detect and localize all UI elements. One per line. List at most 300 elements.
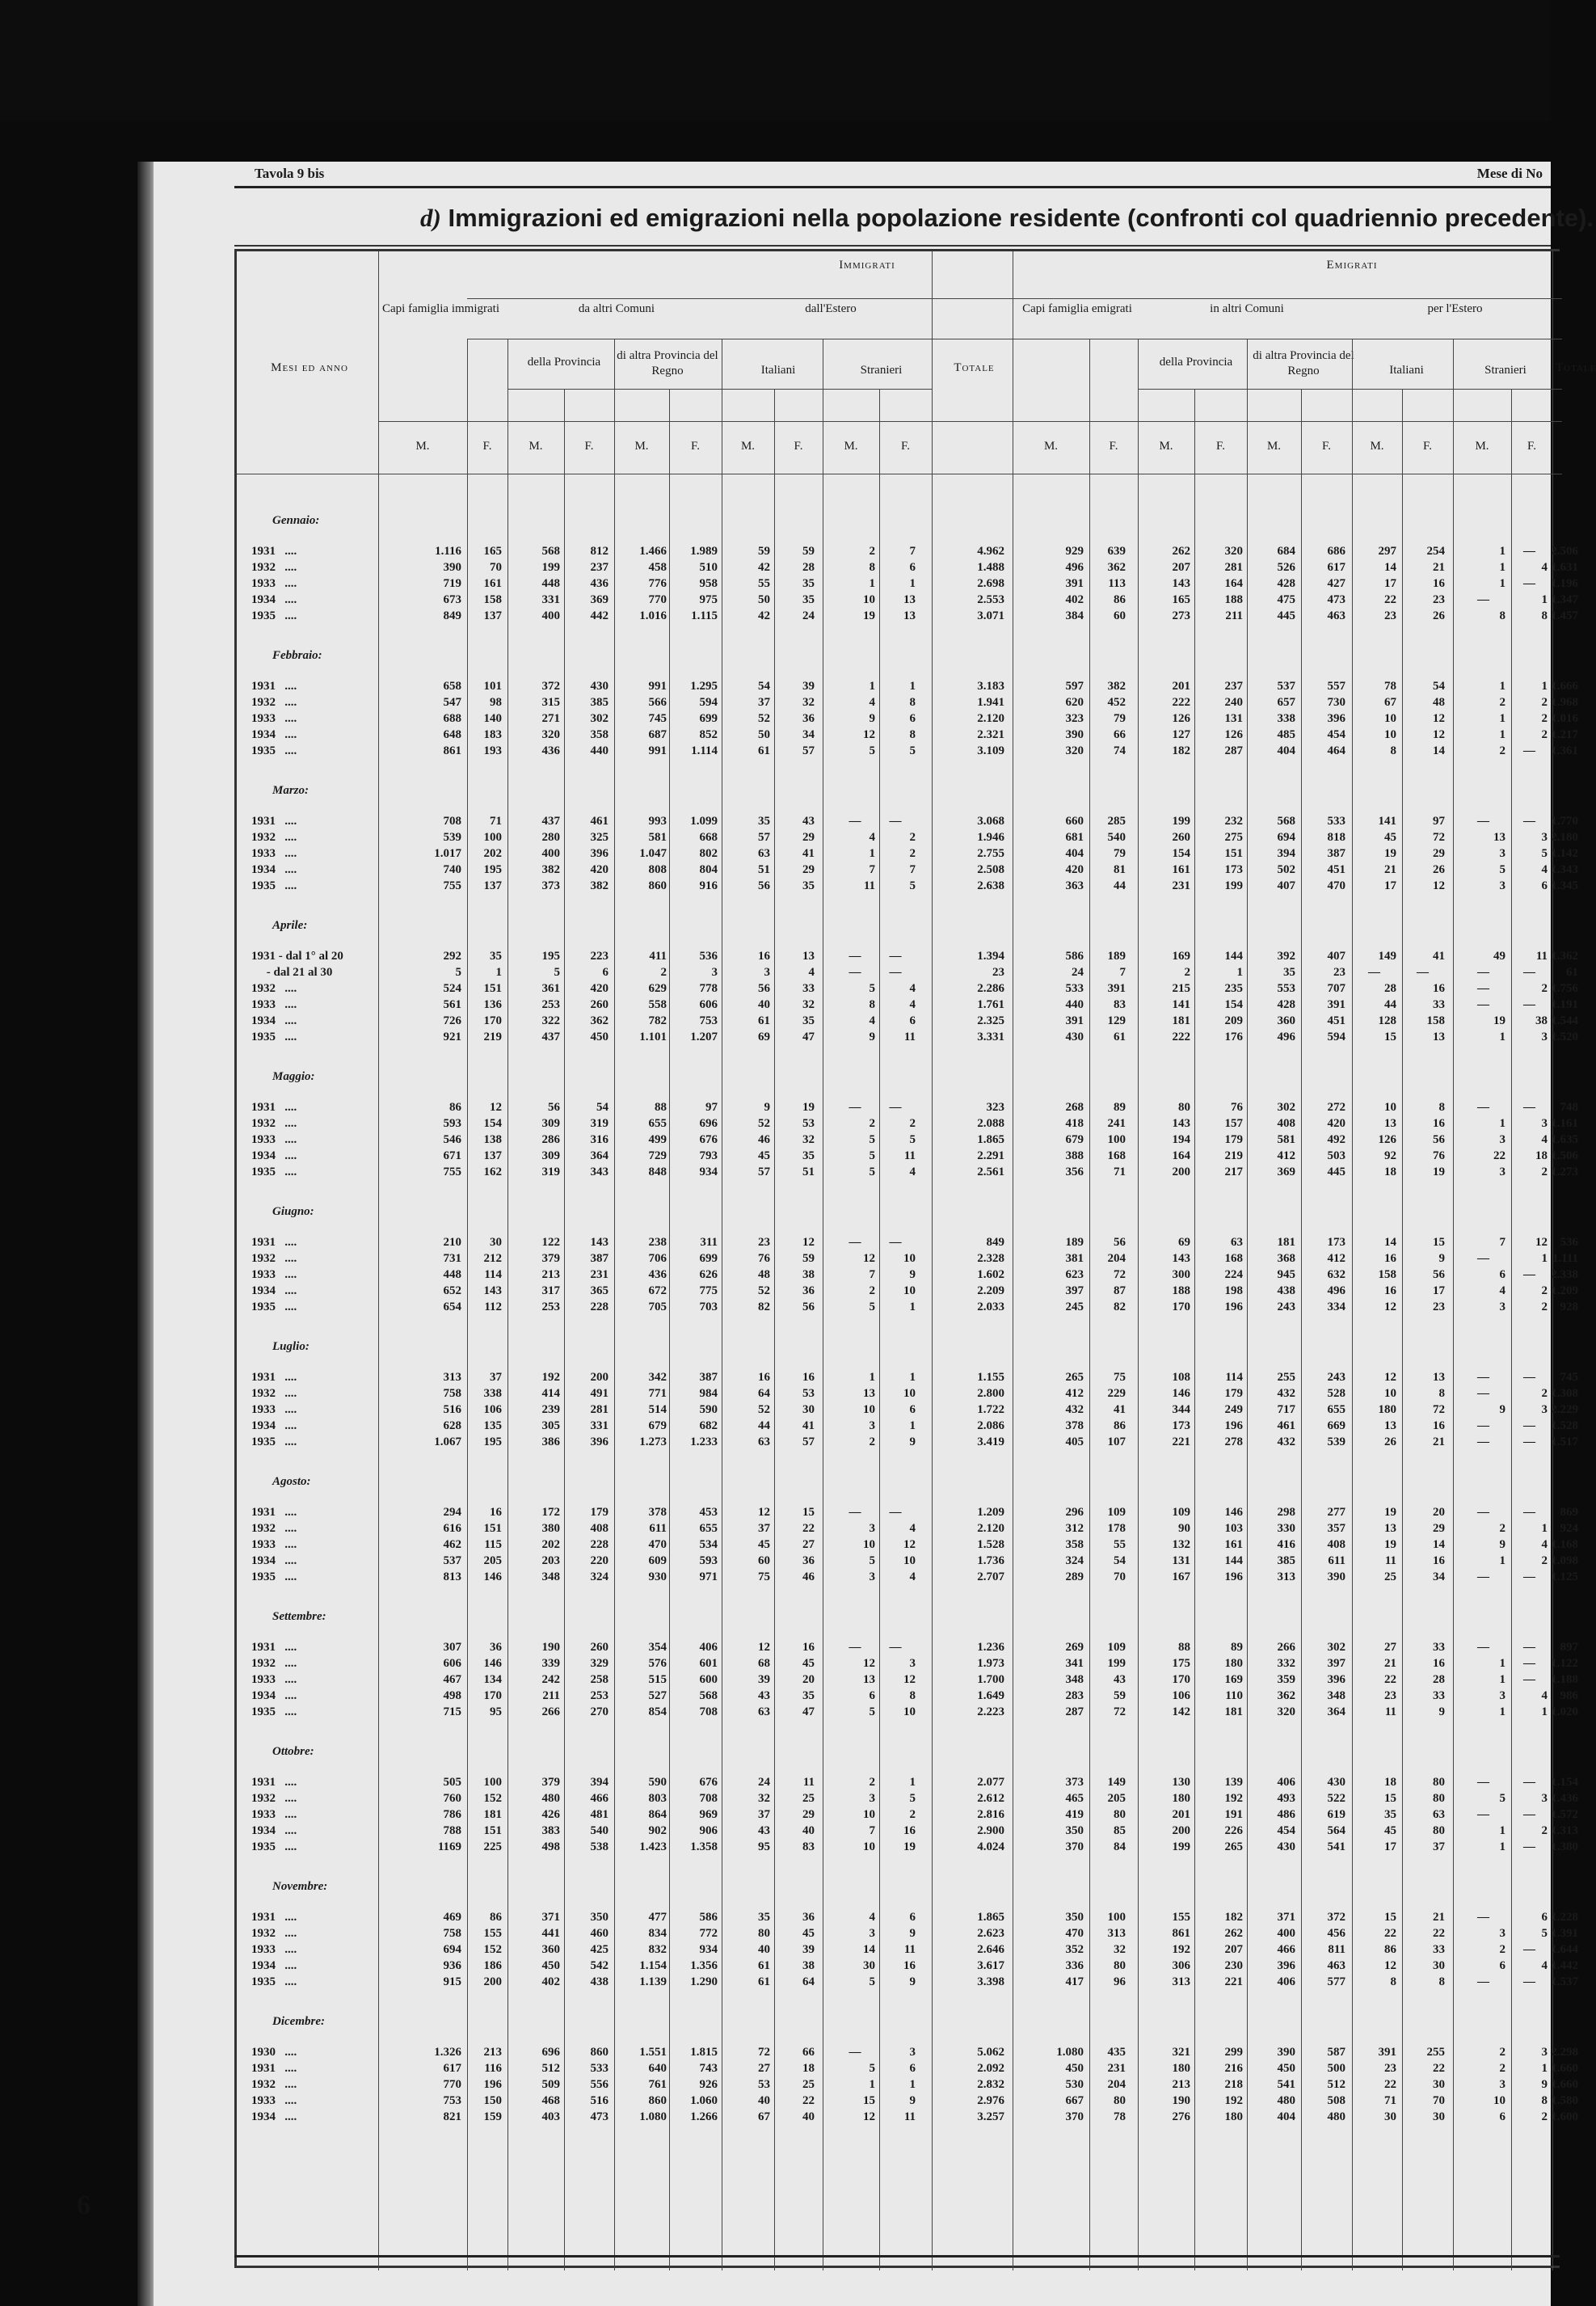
table-cell: 173 [1224,863,1243,876]
table-cell: — [889,1641,902,1654]
table-cell: 1 [1499,728,1505,741]
table-cell: 430 [1277,1840,1295,1853]
table-cell: 1.111 [1552,1252,1578,1265]
table-cell: 1.644 [1551,1943,1578,1956]
table-cell: 63 [1433,1808,1445,1821]
table-cell: 12 [903,1538,916,1551]
table-cell: 225 [483,1840,502,1853]
table-cell: 192 [541,1371,560,1384]
table-cell: 527 [648,1689,667,1702]
table-cell: 522 [1327,1792,1345,1805]
table-cell: 25 [1384,1570,1396,1583]
table-cell: 4 [909,1166,916,1178]
table-cell: 1.098 [1551,1554,1578,1567]
page-number: 6 [77,2190,91,2220]
table-cell: 586 [1065,950,1084,963]
table-cell: 13 [903,593,916,606]
table-cell: 969 [699,1808,718,1821]
table-cell: 945 [1277,1268,1295,1281]
table-cell: 128 [1378,1014,1396,1027]
table-cell: 390 [1327,1570,1345,1583]
table-cell: 59 [1114,1689,1126,1702]
table-cell: 146 [483,1657,502,1670]
table-cell: — [1477,1101,1489,1114]
table-cell: 770 [443,2078,461,2091]
table-cell: 541 [1327,1840,1345,1853]
table-cell: 2 [1184,966,1190,979]
row-label: 1934 .... [251,1824,297,1837]
table-cell: 426 [541,1808,560,1821]
table-cell: 2 [1499,1522,1505,1535]
col-head-sex: F. [1423,440,1432,453]
table-cell: 45 [758,1538,770,1551]
table-cell: 3 [1499,1301,1505,1313]
table-cell: 3 [1499,1133,1505,1146]
table-cell: 648 [443,728,461,741]
table-cell: 191 [1224,1808,1243,1821]
row-label: 1934 .... [251,1419,297,1432]
table-cell: 80 [1114,1959,1126,1972]
table-cell: 577 [1327,1975,1345,1988]
table-cell: 1.017 [434,847,461,860]
table-cell: 151 [483,982,502,995]
table-cell: 568 [1277,815,1295,828]
table-cell: 5 [909,744,916,757]
table-cell: 182 [1224,1911,1243,1924]
table-cell: 3.109 [977,744,1004,757]
table-cell: 852 [699,728,718,741]
table-cell: 706 [648,1252,667,1265]
table-cell: 655 [648,1117,667,1130]
table-cell: 654 [443,1301,461,1313]
table-cell: 461 [1277,1419,1295,1432]
table-cell: 271 [541,712,560,725]
table-cell: 100 [483,831,502,844]
table-cell: 2 [660,966,667,979]
table-cell: 703 [699,1301,718,1313]
table-cell: 144 [1224,1554,1243,1567]
table-cell: 285 [1107,815,1126,828]
table-cell: 2.180 [1551,831,1578,844]
month-heading: Marzo: [272,784,310,797]
table-cell: 15 [1384,1792,1396,1805]
table-cell: 182 [1172,744,1190,757]
table-cell: 1.020 [1551,1705,1578,1718]
table-cell: 541 [1277,2078,1295,2091]
table-cell: 821 [443,2110,461,2123]
table-cell: 56 [802,1301,815,1313]
table-cell: 396 [1327,712,1345,725]
table-cell: 175 [1172,1657,1190,1670]
table-cell: 2.088 [977,1117,1004,1130]
table-cell: 79 [1114,847,1126,860]
table-cell: 681 [1065,831,1084,844]
table-cell: 1.125 [1551,1570,1578,1583]
table-cell: — [1477,1776,1489,1789]
table-cell: 16 [1433,577,1445,590]
table-cell: 1.391 [1551,1927,1578,1940]
table-cell: 203 [541,1554,560,1567]
table-cell: 655 [699,1522,718,1535]
table-cell: 2.755 [977,847,1004,860]
table-cell: 2 [1541,1387,1548,1400]
table-cell: 292 [443,950,461,963]
table-cell: 9 [869,1031,875,1043]
table-cell: 406 [1277,1975,1295,1988]
table-cell: 493 [1277,1792,1295,1805]
table-cell: 289 [1065,1570,1084,1583]
table-cell: 10 [903,1387,916,1400]
table-cell: 516 [443,1403,461,1416]
table-cell: 2 [1499,1943,1505,1956]
table-cell: 341 [1065,1657,1084,1670]
table-cell: 137 [483,879,502,892]
table-cell: 533 [1065,982,1084,995]
table-cell: 1.660 [1551,2078,1578,2091]
table-cell: 682 [699,1419,718,1432]
table-cell: 708 [699,1792,718,1805]
col-head-stranieri-2: Stranieri [1484,364,1527,377]
table-cell: 581 [648,831,667,844]
table-row [237,1370,1578,1385]
table-cell: 134 [483,1673,502,1686]
table-cell: 1.602 [977,1268,1004,1281]
table-cell: — [1477,1387,1489,1400]
table-cell: — [1477,1570,1489,1583]
table-cell: 3 [1499,1689,1505,1702]
table-cell: 477 [648,1911,667,1924]
table-cell: 312 [1065,1522,1084,1535]
table-cell: 448 [443,1268,461,1281]
col-head-sex: F. [584,440,594,453]
table-cell: 440 [590,744,609,757]
table-cell: 1.423 [639,1840,667,1853]
table-cell: 195 [483,1435,502,1448]
table-row [237,1910,1578,1925]
table-cell: 1 [909,2078,916,2091]
table-cell: 748 [1560,1101,1578,1114]
table-cell: 2 [909,1808,916,1821]
table-cell: 23 [1433,1301,1445,1313]
table-cell: 906 [699,1824,718,1837]
table-cell: 19 [903,1840,916,1853]
table-cell: 860 [648,879,667,892]
table-cell: 278 [1224,1435,1243,1448]
month-heading: Giugno: [272,1205,314,1218]
table-cell: 2 [1541,696,1548,709]
table-cell: 1.551 [639,2046,667,2059]
table-cell: 199 [1107,1657,1126,1670]
table-cell: 70 [490,561,502,574]
table-cell: — [1523,1657,1535,1670]
table-cell: 270 [590,1705,609,1718]
table-cell: 673 [443,593,461,606]
table-cell: 5 [909,879,916,892]
table-cell: 2 [869,545,875,558]
table-cell: 1 [1541,1252,1548,1265]
table-cell: 362 [590,1014,609,1027]
table-cell: 2.707 [977,1570,1004,1583]
table-cell: 155 [1172,1911,1190,1924]
table-cell: 362 [1107,561,1126,574]
month-heading: Luglio: [272,1340,310,1353]
table-cell: — [1477,966,1489,979]
table-cell: 138 [483,1133,502,1146]
table-cell: 1.168 [1551,1538,1578,1551]
table-cell: 7 [909,863,916,876]
table-cell: 480 [1277,2094,1295,2107]
table-cell: 8 [869,998,875,1011]
table-cell: 35 [1283,966,1295,979]
table-cell: 46 [758,1133,770,1146]
table-cell: 218 [1224,2078,1243,2091]
table-cell: 262 [1172,545,1190,558]
table-cell: 72 [1114,1268,1126,1281]
table-cell: 1.122 [1551,1657,1578,1670]
table-cell: 10 [903,1705,916,1718]
table-row [237,965,1578,980]
table-row [237,727,1578,743]
table-cell: 902 [648,1824,667,1837]
table-cell: 2.092 [977,2062,1004,2075]
col-head-sex: M. [1370,440,1384,453]
table-cell: 179 [1224,1387,1243,1400]
col-head-sex: F. [1109,440,1118,453]
table-cell: 390 [443,561,461,574]
table-cell: 154 [483,1117,502,1130]
table-cell: 32 [802,696,815,709]
table-cell: 19 [863,609,875,622]
table-cell: — [1477,593,1489,606]
table-cell: 317 [541,1284,560,1297]
table-cell: 7 [869,863,875,876]
table-cell: 1.488 [977,561,1004,574]
table-cell: 43 [802,815,815,828]
table-cell: 445 [1277,609,1295,622]
document-page [154,162,1596,2306]
table-cell: 4 [1541,1133,1548,1146]
table-cell: 1 [909,1301,916,1313]
table-cell: 11 [903,1943,916,1956]
table-cell: 22 [1493,1149,1505,1162]
table-cell: 11 [802,1776,815,1789]
table-cell: 29 [1433,1522,1445,1535]
table-row [237,879,1578,894]
table-cell: 1 [1541,1705,1548,1718]
table-cell: 143 [590,1236,609,1249]
table-cell: 110 [1225,1689,1243,1702]
row-label: 1935 .... [251,1975,297,1988]
table-cell: 834 [648,1927,667,1940]
table-cell: 438 [1277,1284,1295,1297]
row-label: 1935 .... [251,1166,297,1178]
table-cell: 1.700 [977,1673,1004,1686]
table-cell: 546 [443,1133,461,1146]
table-cell: — [1477,1641,1489,1654]
title-text: Immigrazioni ed emigrazioni nella popolazione residente (confronti col quadriennio precedente). [448,204,1594,232]
table-cell: 1.528 [1551,1419,1578,1432]
row-label: 1933 .... [251,1133,297,1146]
col-head-mesi: Mesi ed anno [271,361,348,374]
table-cell: 986 [1560,1689,1578,1702]
table-cell: 22 [1384,2078,1396,2091]
table-cell: 61 [1566,966,1578,979]
table-cell: 619 [1327,1808,1345,1821]
table-cell: 302 [1277,1101,1295,1114]
table-cell: 1.356 [690,1959,718,1972]
table-cell: 1.326 [434,2046,461,2059]
table-cell: 331 [590,1419,609,1432]
table-row [237,1435,1578,1450]
table-cell: 107 [1107,1435,1126,1448]
table-row [237,1791,1578,1806]
table-cell: 594 [699,696,718,709]
table-cell: 26 [1384,1435,1396,1448]
row-label: 1932 .... [251,982,297,995]
table-cell: 183 [483,728,502,741]
table-cell: 41 [1114,1403,1126,1416]
table-cell: 3 [869,1792,875,1805]
table-cell: 1.600 [1551,2110,1578,2123]
table-cell: 14 [863,1943,875,1956]
table-cell: 79 [1114,712,1126,725]
table-cell: 2 [1541,728,1548,741]
table-cell: 324 [1065,1554,1084,1567]
table-cell: 450 [1277,2062,1295,2075]
table-cell: 188 [1224,593,1243,606]
col-head-italiani-1: Italiani [760,364,796,377]
table-cell: 371 [1277,1911,1295,1924]
table-cell: 4 [1541,863,1548,876]
col-head-totale-1: Totale [954,361,995,374]
table-cell: 54 [1114,1554,1126,1567]
table-cell: 210 [443,1236,461,1249]
table-cell: 204 [1107,1252,1126,1265]
table-cell: 15 [863,2094,875,2107]
table-cell: 67 [758,2110,770,2123]
col-head-sex: M. [1266,440,1282,453]
table-cell: 470 [1065,1927,1084,1940]
table-cell: 505 [443,1776,461,1789]
table-cell: 594 [1327,1031,1345,1043]
table-cell: 192 [1224,2094,1243,2107]
table-cell: 384 [1065,609,1084,622]
table-cell: 1.761 [977,998,1004,1011]
table-cell: 319 [590,1117,609,1130]
table-cell: 219 [483,1031,502,1043]
table-cell: 403 [541,2110,560,2123]
table-cell: 178 [1107,1522,1126,1535]
table-cell: 498 [443,1689,461,1702]
table-cell: 199 [1172,815,1190,828]
table-cell: 348 [1327,1689,1345,1702]
table-cell: 380 [541,1522,560,1535]
table-cell: 23 [1384,2062,1396,2075]
table-cell: 45 [802,1927,815,1940]
table-cell: 37 [758,1808,770,1821]
table-cell: 396 [590,1435,609,1448]
table-cell: 3 [1541,1403,1548,1416]
table-cell: 86 [1114,1419,1126,1432]
table-cell: 180 [1224,2110,1243,2123]
table-cell: 18 [802,2062,815,2075]
table-cell: 385 [1277,1554,1295,1567]
table-cell: 755 [443,879,461,892]
table-cell: 122 [541,1236,560,1249]
header-rule [234,186,1551,188]
table-cell: 8 [1438,1101,1445,1114]
table-cell: 391 [1327,998,1345,1011]
table-cell: 671 [443,1149,461,1162]
table-cell: 255 [1426,2046,1445,2059]
header-rule [1013,298,1562,299]
table-cell: 9 [1541,2078,1548,2091]
table-cell: 29 [1433,847,1445,860]
table-cell: — [1523,1419,1535,1432]
table-row [237,679,1578,694]
table-cell: 3.331 [977,1031,1004,1043]
table-cell: 16 [1384,1284,1396,1297]
table-cell: 180 [1224,1657,1243,1670]
table-cell: 195 [483,863,502,876]
table-row [237,1402,1578,1418]
table-cell: 417 [1065,1975,1084,1988]
table-cell: 57 [802,1435,815,1448]
table-cell: 12 [863,1252,875,1265]
table-cell: 369 [1277,1166,1295,1178]
table-cell: — [1523,1673,1535,1686]
table-row [237,1235,1578,1250]
table-cell: 89 [1114,1101,1126,1114]
table-cell: 68 [758,1657,770,1670]
table-cell: 35 [802,593,815,606]
table-cell: 196 [1224,1301,1243,1313]
table-cell: 217 [1224,1166,1243,1178]
row-label: 1932 .... [251,1522,297,1535]
table-cell: 1 [495,966,502,979]
table-cell: 538 [590,1840,609,1853]
table-cell: 41 [802,1419,815,1432]
table-cell: 1.946 [977,831,1004,844]
table-cell: 30 [802,1403,815,1416]
row-label: 1931 .... [251,815,297,828]
table-cell: — [1523,1840,1535,1853]
table-cell: 151 [1224,847,1243,860]
table-cell: 57 [758,831,770,844]
table-cell: 470 [648,1538,667,1551]
table-cell: 390 [1065,728,1084,741]
table-cell: 195 [541,950,560,963]
table-cell: 3.398 [977,1975,1004,1988]
table-cell: 137 [483,609,502,622]
table-cell: 89 [1231,1641,1243,1654]
table-cell: 30 [490,1236,502,1249]
table-cell: 86 [449,1101,461,1114]
table-cell: 1.649 [977,1689,1004,1702]
table-cell: 7 [869,1268,875,1281]
table-cell: 12 [1384,1959,1396,1972]
table-cell: 222 [1172,1031,1190,1043]
col-head-sex: F. [1527,440,1536,453]
table-cell: 53 [802,1117,815,1130]
table-cell: 694 [443,1943,461,1956]
table-cell: 849 [443,609,461,622]
table-cell: 323 [1065,712,1084,725]
row-label: 1931 .... [251,680,297,693]
table-cell: 4 [808,966,815,979]
table-cell: 39 [758,1673,770,1686]
table-cell: 173 [1327,1236,1345,1249]
